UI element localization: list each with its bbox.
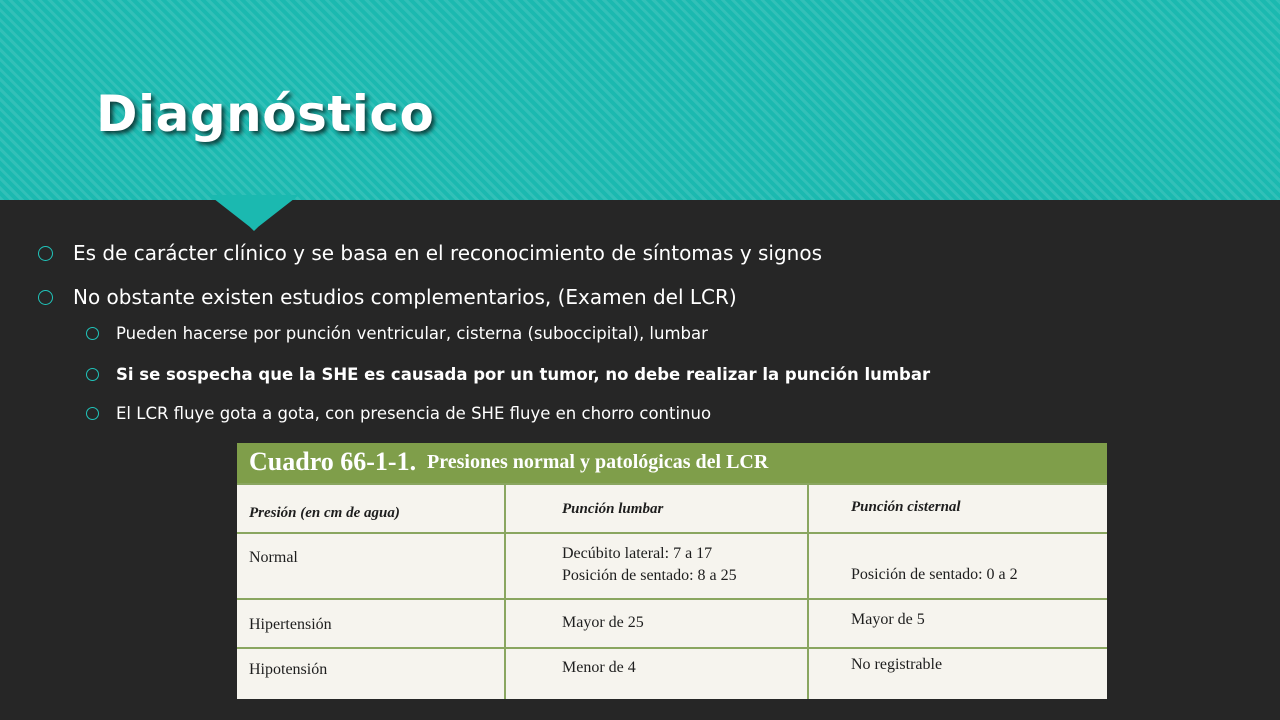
table-rule [807,483,809,699]
table-row-label: Normal [249,549,298,566]
table-header-lumbar: Punción lumbar [562,501,664,517]
bullet-item [38,285,737,309]
table-caption-text: Presiones normal y patológicas del LCR [427,451,769,473]
title-banner-notch [209,195,299,231]
table-rule [237,647,1107,649]
table-rule [237,532,1107,534]
bullet-item [38,241,822,265]
table-header-cisternal: Punción cisternal [851,499,961,515]
table-number: Cuadro 66-1-1. [249,447,417,476]
sub-bullet-text: El LCR fluye gota a gota, con presencia de SHE fluye en chorro continuo [116,404,712,423]
pressure-table [237,443,1107,699]
table-rule [237,598,1107,600]
table-cell-lumbar: Decúbito lateral: 7 a 17 [562,545,713,562]
bullet-circle-icon [38,246,53,261]
table-cell-cisternal: No registrable [851,656,943,673]
bullet-circle-icon [86,327,99,340]
bullet-circle-icon [38,290,53,305]
table-caption [237,443,1107,483]
sub-bullet-item [86,404,711,423]
sub-bullet-item [86,324,708,343]
bullet-text: No obstante existen estudios complementarios, (Examen del LCR) [73,285,737,309]
slide-title: Diagnóstico [96,85,435,143]
table-header-pressure: Presión (en cm de agua) [249,505,400,521]
table-cell-lumbar: Mayor de 25 [562,614,644,631]
table-row-label: Hipertensión [249,616,332,633]
table-cell-lumbar: Menor de 4 [562,659,636,676]
sub-bullet-text: Si se sospecha que la SHE es causada por un tumor, no debe realizar la punción lumbar [116,365,931,384]
table-row-label: Hipotensión [249,661,328,678]
table-cell-cisternal: Posición de sentado: 0 a 2 [851,566,1018,583]
bullet-circle-icon [86,368,99,381]
table-rule [504,483,506,699]
bullet-circle-icon [86,407,99,420]
table-cell-cisternal: Mayor de 5 [851,611,925,628]
bullet-text: Es de carácter clínico y se basa en el reconocimiento de síntomas y signos [73,241,823,265]
sub-bullet-text: Pueden hacerse por punción ventricular, cisterna (suboccipital), lumbar [116,324,708,343]
table-cell-lumbar: Posición de sentado: 8 a 25 [562,567,737,584]
table-rule [237,483,1107,485]
sub-bullet-item [86,365,930,384]
